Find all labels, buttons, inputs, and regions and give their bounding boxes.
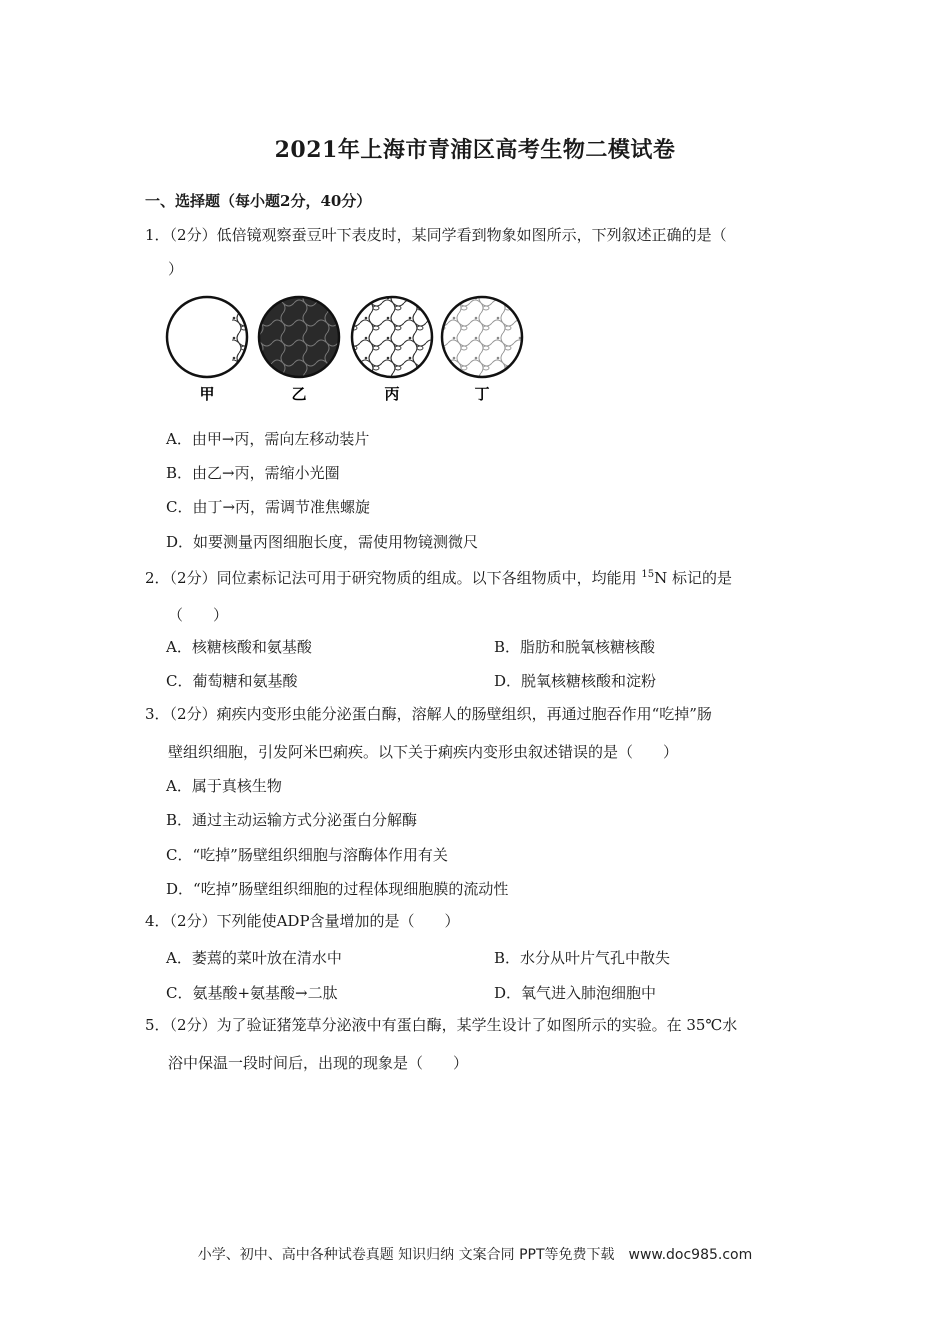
q3-option-a: A．属于真核生物 — [166, 777, 282, 795]
question-2-stem-line2: （ ） — [168, 606, 229, 624]
question-4-stem: 4．（2分）下列能使ADP含量增加的是（ ） — [145, 912, 460, 930]
q1-option-c: C．由丁→丙，需调节准焦螺旋 — [166, 498, 371, 516]
question-3-stem-line2: 壁组织细胞，引发阿米巴痢疾。以下关于痢疾内变形虫叙述错误的是（ ） — [168, 743, 679, 761]
view-yi-icon — [259, 297, 339, 377]
q4-option-d: D．氧气进入肺泡细胞中 — [494, 984, 657, 1002]
view-ding-icon — [442, 297, 522, 377]
page-title: 2021年上海市青浦区高考生物二模试卷 — [274, 137, 676, 163]
q1-option-a: A．由甲→丙，需向左移动装片 — [166, 430, 370, 448]
view-bing-icon — [352, 297, 432, 377]
q1-option-b: B．由乙→丙，需缩小光圈 — [166, 464, 340, 482]
view-jia-icon — [167, 293, 262, 383]
q2-option-d: D．脱氧核糖核酸和淀粉 — [494, 672, 657, 690]
question-1-stem-line2: ） — [168, 260, 184, 278]
q3-option-d: D．“吃掉”肠壁组织细胞的过程体现细胞膜的流动性 — [166, 880, 509, 898]
q4-option-c: C．氨基酸+氨基酸→二肽 — [166, 984, 338, 1002]
q3-option-c: C．“吃掉”肠壁组织细胞与溶酶体作用有关 — [166, 846, 448, 864]
microscope-views-figure — [162, 293, 532, 405]
question-5-stem-line2: 浴中保温一段时间后，出现的现象是（ ） — [168, 1054, 469, 1072]
q4-option-a: A．萎蔫的菜叶放在清水中 — [166, 949, 342, 967]
figure-label-bing: 丙 — [384, 385, 400, 403]
question-5-stem-line1: 5．（2分）为了验证猪笼草分泌液中有蛋白酶，某学生设计了如图所示的实验。在 35℃水 — [145, 1016, 738, 1034]
q2-option-a: A．核糖核酸和氨基酸 — [166, 638, 312, 656]
q2-option-b: B．脂肪和脱氧核糖核酸 — [494, 638, 656, 656]
isotope-superscript: 15 — [641, 569, 655, 580]
section-heading: 一、选择题（每小题2分，40分） — [145, 192, 372, 210]
page-footer: 小学、初中、高中各种试卷真题 知识归纳 文案合同 PPT等免费下载 www.doc985.com — [197, 1247, 753, 1263]
question-1-stem-line1: 1．（2分）低倍镜观察蚕豆叶下表皮时，某同学看到物象如图所示，下列叙述正确的是（ — [145, 226, 727, 244]
question-2-stem-line1: 2．（2分）同位素标记法可用于研究物质的组成。以下各组物质中，均能用 $^{15}$N 标记的是 — [145, 569, 732, 587]
question-3-stem-line1: 3．（2分）痢疾内变形虫能分泌蛋白酶，溶解人的肠壁组织，再通过胞吞作用“吃掉”肠 — [145, 705, 712, 723]
q4-option-b: B．水分从叶片气孔中散失 — [494, 949, 671, 967]
figure-label-jia: 甲 — [199, 385, 215, 403]
q3-option-b: B．通过主动运输方式分泌蛋白分解酶 — [166, 811, 418, 829]
figure-label-yi: 乙 — [291, 385, 307, 403]
q1-option-d: D．如要测量丙图细胞长度，需使用物镜测微尺 — [166, 533, 479, 551]
figure-label-ding: 丁 — [474, 385, 490, 403]
q2-option-c: C．葡萄糖和氨基酸 — [166, 672, 298, 690]
